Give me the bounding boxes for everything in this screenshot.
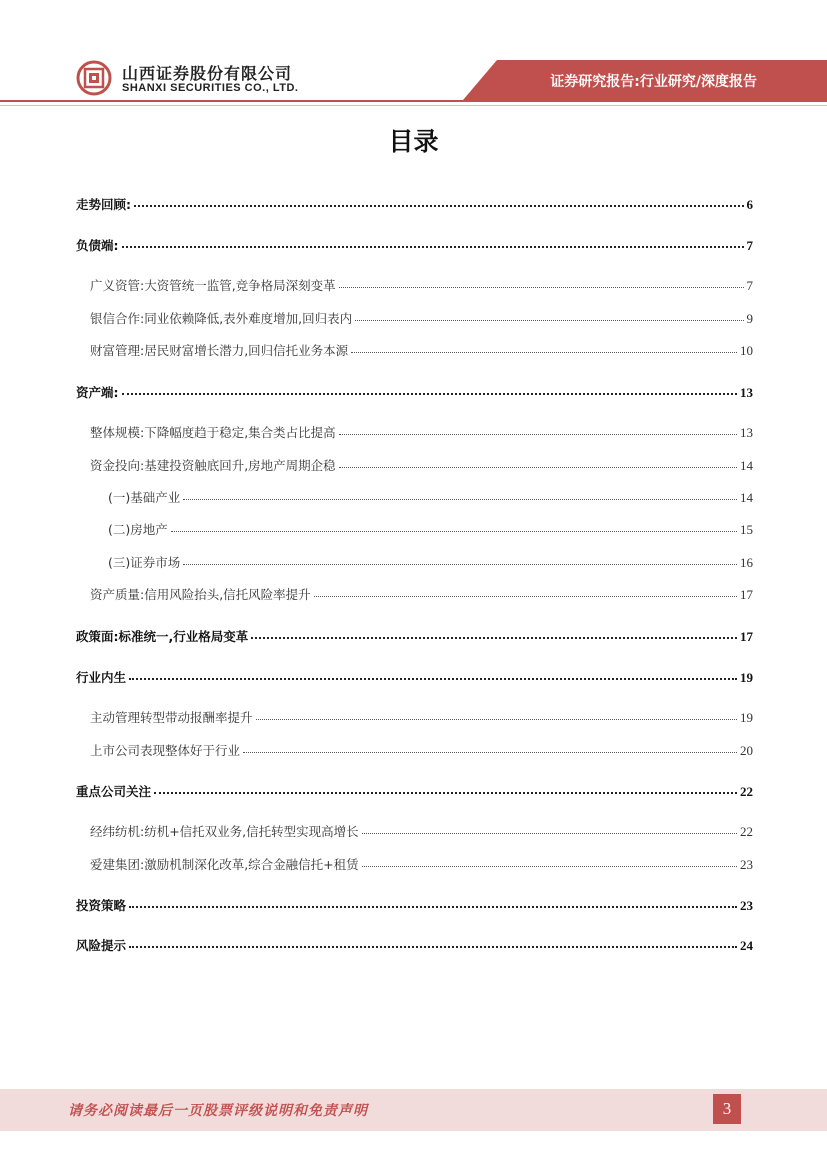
toc-entry-page: 6 [746,197,753,212]
toc-entry[interactable] [76,195,753,215]
toc-entry-title: 政策面:标准统一,行业格局变革 [76,629,249,644]
toc-entry-page: 14 [740,490,753,505]
toc-entry[interactable] [90,276,753,296]
toc-entry[interactable] [108,488,753,508]
report-type: 证券研究报告:行业研究/深度报告 [550,74,757,90]
toc-leader-dots [183,554,737,565]
toc-entry-page: 17 [740,629,753,644]
toc-leader-dots [339,457,737,468]
toc-leader-dots [362,823,737,834]
toc-entry[interactable] [76,782,753,802]
toc-entry-title: 财富管理:居民财富增长潜力,回归信托业务本源 [90,343,349,358]
toc-entry-title: (三)证券市场 [108,555,181,570]
toc-leader-dots [243,742,737,753]
toc-entry[interactable] [108,553,753,573]
toc-entry-title: 资金投向:基建投资触底回升,房地产周期企稳 [90,458,336,473]
shanxi-securities-logo-icon [76,60,112,96]
toc-entry[interactable] [90,855,753,875]
toc-leader-dots [251,627,737,639]
toc-entry-title: (二)房地产 [108,522,168,537]
footer-disclaimer: 请务必阅读最后一页股票评级说明和免责声明 [68,1103,368,1119]
toc-entry-page: 17 [740,587,753,602]
toc-leader-dots [129,668,737,680]
toc-entry[interactable] [76,936,753,956]
toc-entry-title: (一)基础产业 [108,490,181,505]
toc-entry[interactable] [76,896,753,916]
toc-leader-dots [134,195,744,207]
toc-entry[interactable] [76,668,753,688]
toc-leader-dots [362,856,737,867]
toc-entry[interactable] [76,236,753,256]
toc-entry[interactable] [108,520,753,540]
toc-leader-dots [129,936,737,948]
company-name-en: SHANXI SECURITIES CO., LTD. [122,82,299,94]
toc-entry-page: 22 [740,784,753,799]
toc-leader-dots [122,236,744,248]
toc-entry[interactable] [90,585,753,605]
toc-entry-page: 24 [740,938,753,953]
toc-entry-page: 9 [746,311,753,326]
toc-entry-title: 资产端: [76,385,119,400]
toc-entry-title: 整体规模:下降幅度趋于稳定,集合类占比提高 [90,425,336,440]
toc-entry-title: 银信合作:同业依赖降低,表外难度增加,回归表内 [90,311,353,326]
toc-leader-dots [355,310,743,321]
toc-leader-dots [122,383,738,395]
toc-entry-title: 上市公司表现整体好于行业 [90,743,241,758]
toc-entry-page: 10 [740,343,753,358]
toc-leader-dots [171,521,737,532]
page-number: 3 [713,1094,741,1124]
toc-entry[interactable] [90,708,753,728]
toc-entry-title: 广义资管:大资管统一监管,竞争格局深刻变革 [90,278,336,293]
toc-leader-dots [351,342,737,353]
toc-leader-dots [339,277,744,288]
toc-entry-page: 19 [740,670,753,685]
toc-entry-page: 16 [740,555,753,570]
toc-entry-page: 15 [740,522,753,537]
toc-entry[interactable] [90,309,753,329]
toc-entry-page: 20 [740,743,753,758]
header-divider-thin [0,105,827,106]
toc-leader-dots [339,424,737,435]
toc-entry-page: 23 [740,857,753,872]
toc-leader-dots [154,782,737,794]
toc-entry-title: 负债端: [76,238,119,253]
toc-entry[interactable] [90,423,753,443]
page-header [0,0,827,115]
toc-entry-page: 14 [740,458,753,473]
toc-entry[interactable] [76,627,753,647]
toc-entry-title: 资产质量:信用风险抬头,信托风险率提升 [90,587,311,602]
toc-entry-title: 主动管理转型带动报酬率提升 [90,710,253,725]
toc-entry-page: 13 [740,385,753,400]
company-name-cn: 山西证券股份有限公司 [122,64,293,83]
toc-leader-dots [314,586,737,597]
page-title: 目录 [388,127,439,156]
toc-entry-title: 重点公司关注 [76,784,152,799]
toc-entry-page: 22 [740,824,753,839]
toc-entry-title: 走势回顾: [76,197,131,212]
toc-entry-page: 23 [740,898,753,913]
toc-entry-page: 19 [740,710,753,725]
toc-entry[interactable] [76,383,753,403]
toc-entry-title: 投资策略 [76,898,127,913]
toc-entry[interactable] [90,741,753,761]
toc-entry[interactable] [90,341,753,361]
toc-entry-page: 7 [746,238,753,253]
header-divider [0,100,827,102]
toc-entry[interactable] [90,822,753,842]
toc-entry-title: 经纬纺机:纺机+信托双业务,信托转型实现高增长 [90,824,359,839]
toc-entry-page: 13 [740,425,753,440]
toc-leader-dots [183,489,737,500]
toc-entry-page: 7 [746,278,753,293]
toc-entry-title: 爱建集团:激励机制深化改革,综合金融信托+租赁 [90,857,359,872]
toc-entry-title: 行业内生 [76,670,127,685]
toc-entry-title: 风险提示 [76,938,127,953]
toc-entry[interactable] [90,456,753,476]
toc-leader-dots [256,709,737,720]
toc-leader-dots [129,896,737,908]
